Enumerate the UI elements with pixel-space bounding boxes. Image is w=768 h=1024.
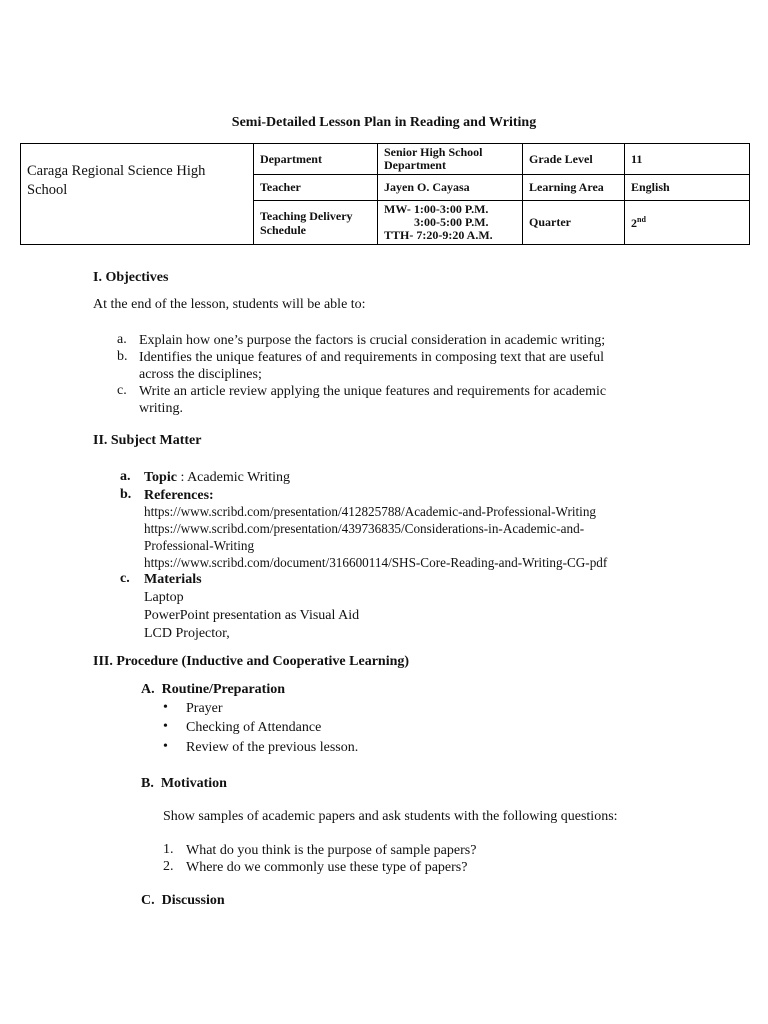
topic-value: : Academic Writing — [176, 470, 291, 485]
schedule-line: TTH- 7:20-9:20 A.M. — [384, 228, 493, 242]
reference-link[interactable]: https://www.scribd.com/document/316600114/SHS-Core-Reading-and-Writing-CG-pdf — [144, 555, 608, 570]
teacher-value: Jayen O. Cayasa — [378, 175, 523, 201]
materials-mark: c. — [120, 571, 130, 586]
material-item: PowerPoint presentation as Visual Aid — [144, 608, 360, 623]
reference-link[interactable]: https://www.scribd.com/presentation/439736835/Considerations-in-Academic-and- — [144, 521, 585, 536]
objective-item: Identifies the unique features of and requirements in composing text that are useful — [139, 350, 604, 365]
topic-line — [144, 469, 290, 486]
objective-item-continued: writing. — [139, 401, 183, 416]
department-label: Department — [254, 144, 378, 175]
bullet-icon: • — [163, 700, 168, 715]
bullet-icon: • — [163, 719, 168, 734]
subject-matter-heading: II. Subject Matter — [93, 433, 202, 448]
procedure-heading: III. Procedure (Inductive and Cooperative Learning) — [93, 654, 410, 669]
department-value: Senior High School Department — [378, 144, 523, 175]
question-item: What do you think is the purpose of sample papers? — [186, 843, 477, 858]
reference-link[interactable]: https://www.scribd.com/presentation/412825788/Academic-and-Professional-Writing — [144, 504, 597, 519]
objective-item: Write an article review applying the unique features and requirements for academic — [139, 384, 607, 399]
schedule-line: MW- 1:00-3:00 P.M. — [384, 202, 489, 216]
references-label: References: — [144, 488, 214, 503]
discussion-heading: C. Discussion — [141, 893, 225, 908]
question-item: Where do we commonly use these type of papers? — [186, 860, 468, 875]
schedule-label: Teaching Delivery Schedule — [254, 201, 378, 245]
reference-link-continued[interactable]: Professional-Writing — [144, 538, 255, 553]
topic-mark: a. — [120, 469, 131, 484]
quarter-number: 2 — [631, 215, 637, 230]
topic-label: Topic — [144, 470, 177, 485]
question-mark: 2. — [163, 859, 174, 874]
quarter-label: Quarter — [523, 201, 625, 245]
objective-mark: a. — [117, 332, 127, 347]
materials-label: Materials — [144, 572, 202, 587]
school-name: Caraga Regional Science High School — [21, 144, 254, 245]
routine-item: Review of the previous lesson. — [186, 740, 359, 755]
header-table — [20, 143, 750, 245]
objective-mark: b. — [117, 349, 128, 364]
routine-item: Checking of Attendance — [186, 720, 322, 735]
references-mark: b. — [120, 487, 132, 502]
objective-item-continued: across the disciplines; — [139, 367, 262, 382]
document-title: Semi-Detailed Lesson Plan in Reading and Writing — [231, 115, 537, 130]
schedule-value — [378, 201, 523, 245]
objective-item: Explain how one’s purpose the factors is crucial consideration in academic writing; — [139, 333, 606, 348]
learning-area-value: English — [625, 175, 750, 201]
grade-level-label: Grade Level — [523, 144, 625, 175]
learning-area-label: Learning Area — [523, 175, 625, 201]
grade-level-value: 11 — [625, 144, 750, 175]
material-item: LCD Projector, — [144, 626, 230, 641]
motivation-text: Show samples of academic papers and ask students with the following questions: — [163, 809, 618, 824]
quarter-ordinal: nd — [637, 214, 646, 224]
objectives-heading: I. Objectives — [93, 270, 169, 285]
teacher-label: Teacher — [254, 175, 378, 201]
bullet-icon: • — [163, 739, 168, 754]
quarter-value — [625, 201, 750, 245]
question-mark: 1. — [163, 842, 174, 857]
material-item: Laptop — [144, 590, 184, 605]
schedule-line: 3:00-5:00 P.M. — [414, 215, 489, 229]
objective-mark: c. — [117, 383, 127, 398]
routine-heading: A. Routine/Preparation — [141, 682, 286, 697]
motivation-heading: B. Motivation — [141, 776, 227, 791]
routine-item: Prayer — [186, 701, 223, 716]
objectives-intro: At the end of the lesson, students will be able to: — [93, 297, 366, 312]
